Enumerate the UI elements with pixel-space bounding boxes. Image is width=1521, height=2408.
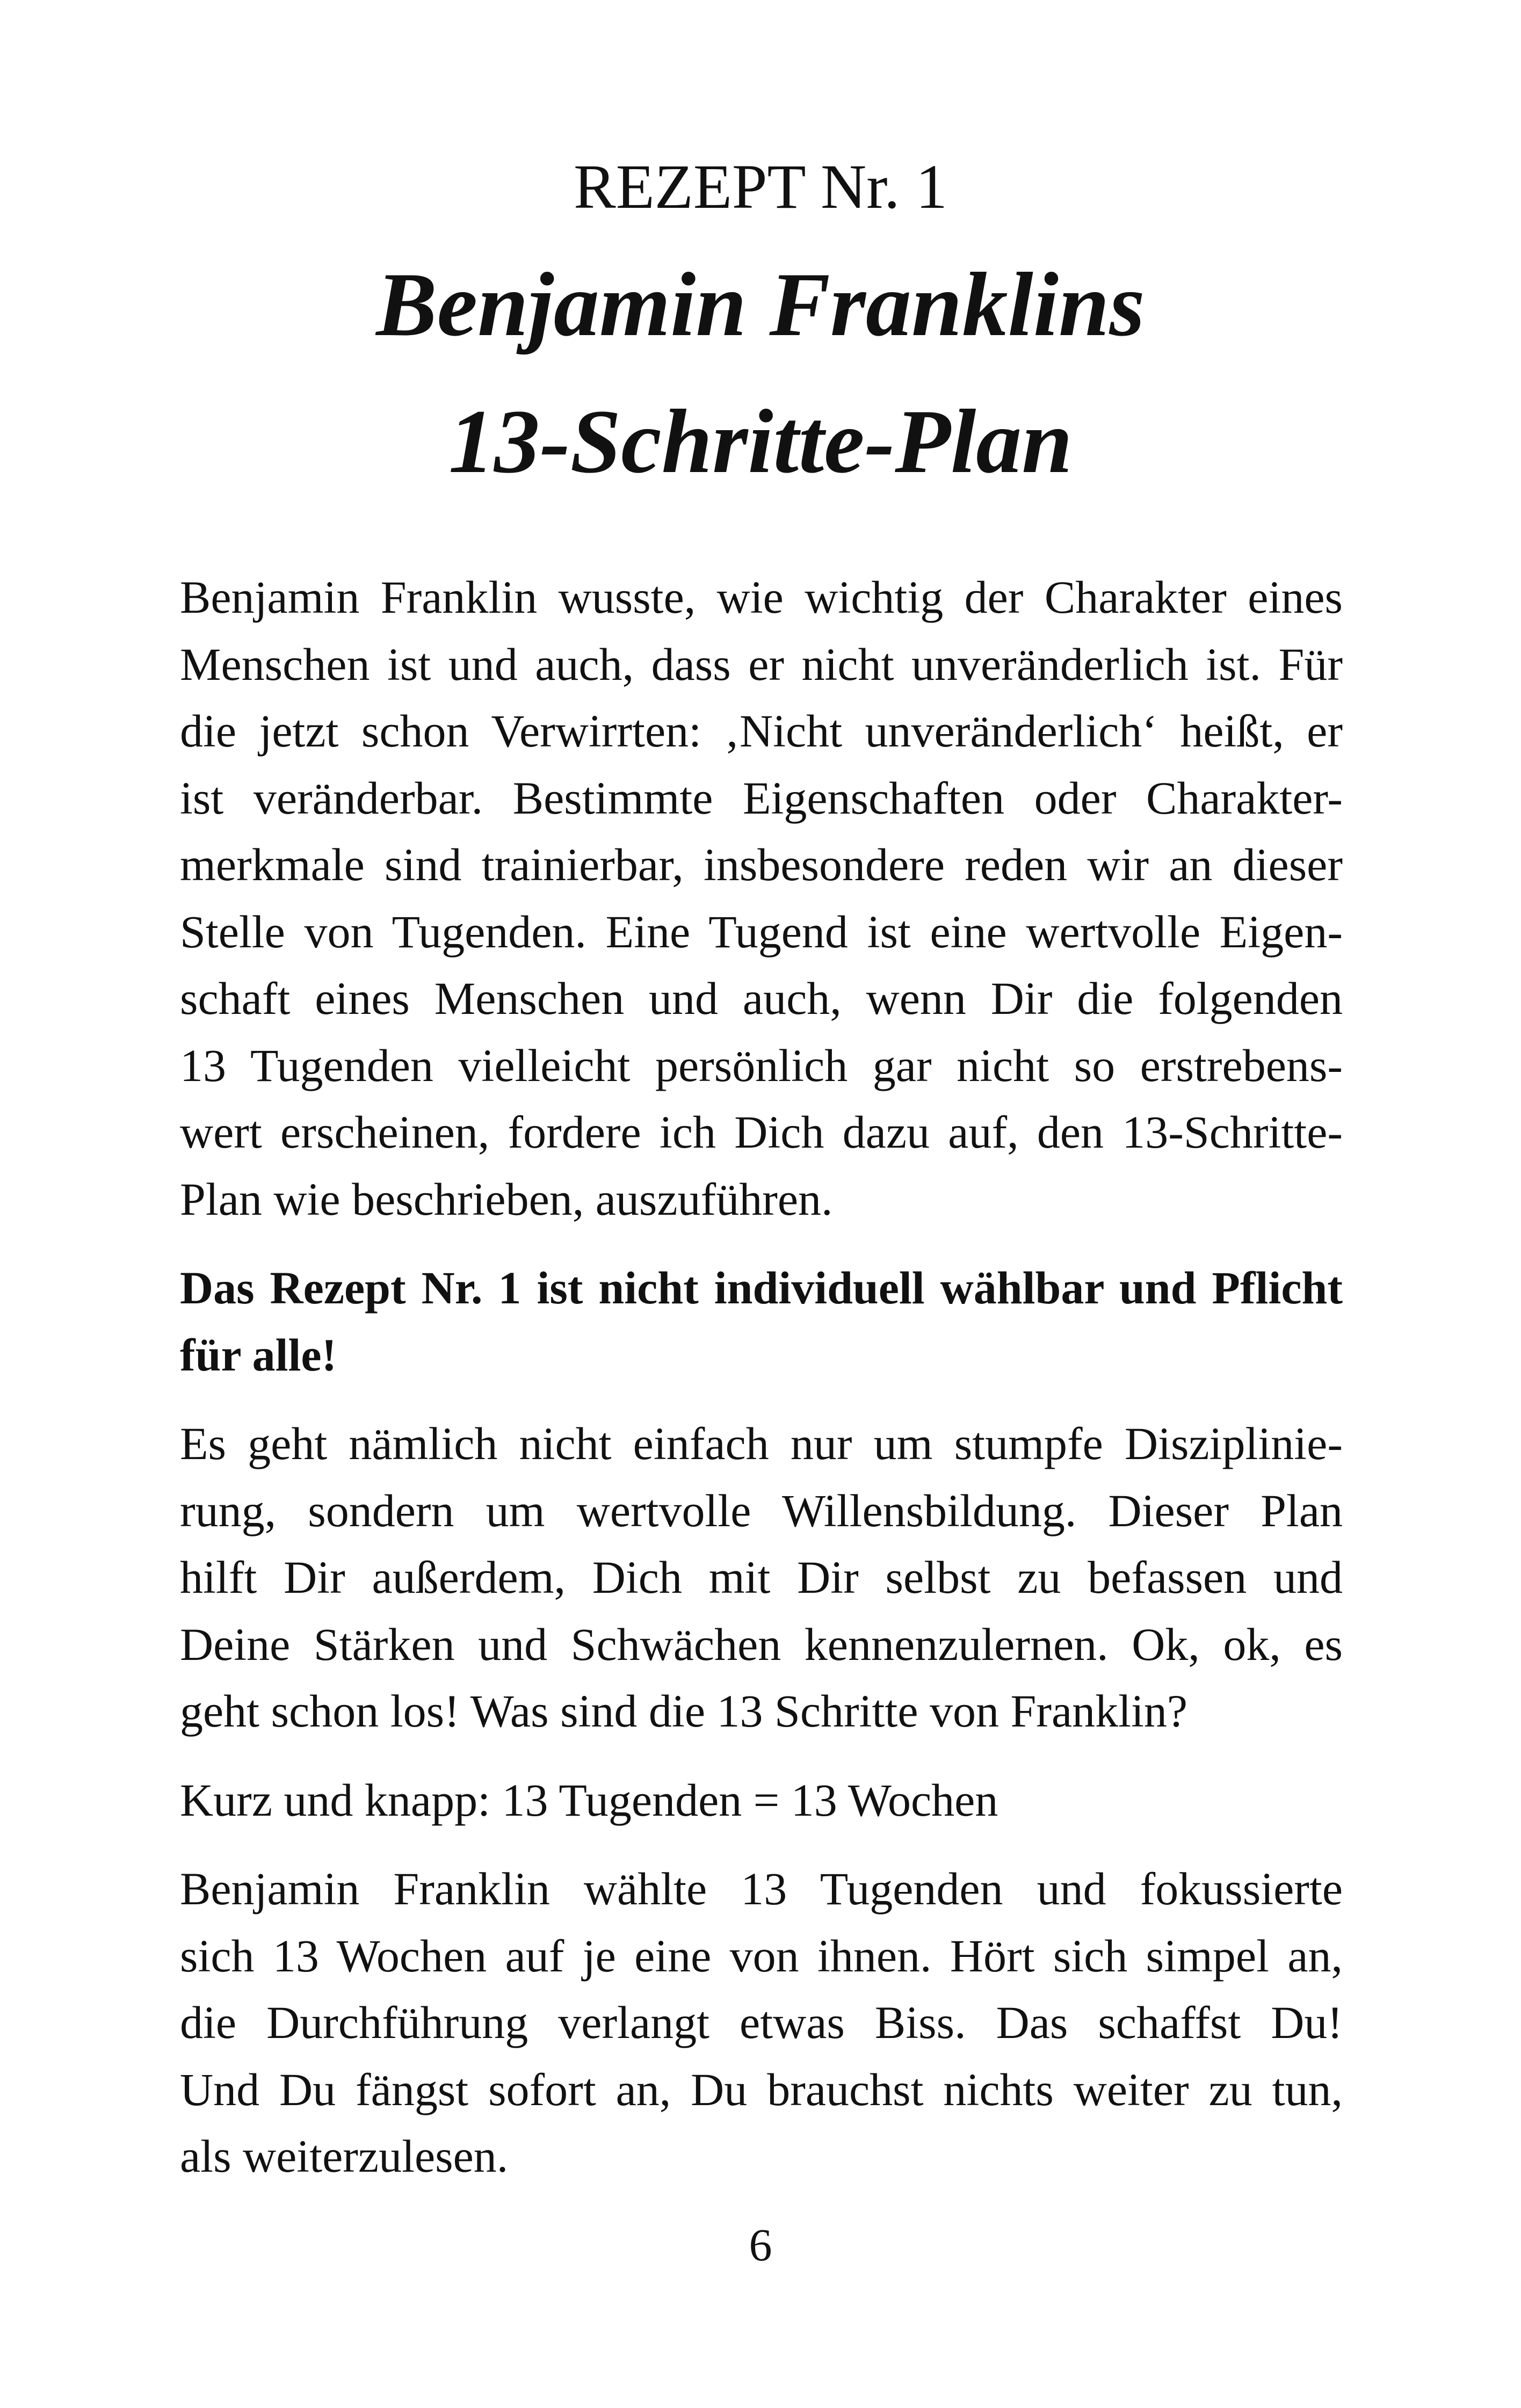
text-line: Plan wie beschrieben, auszuführen. [180,1173,833,1225]
recipe-kicker: REZEPT Nr. 1 [573,151,947,222]
text-line: ist veränderbar. Bestimmte Eigenschaften oder Charakter- [180,772,1343,824]
text-line: Menschen ist und auch, dass er nicht unveränderlich ist. Für [180,638,1343,690]
page-number: 6 [749,2219,772,2271]
text-line: sich 13 Wochen auf je eine von ihnen. Hört sich simpel an, [180,1930,1343,1982]
text-line: rung, sondern um wertvolle Willensbildung. Dieser Plan [180,1484,1343,1536]
paragraph-closing [180,1855,1343,2190]
chapter-title-line-2: 13-Schritte-Plan [448,391,1073,492]
text-line: für alle! [180,1329,337,1381]
text-line: Es geht nämlich nicht einfach nur um stumpfe Disziplinie- [180,1418,1343,1469]
text-line: Das Rezept Nr. 1 ist nicht individuell wählbar und Pflicht [180,1262,1343,1314]
text-line: als weiterzulesen. [180,2130,509,2182]
body-text [180,564,1343,2212]
text-line: Benjamin Franklin wusste, wie wichtig der Charakter eines [180,571,1343,623]
text-line: Benjamin Franklin wählte 13 Tugenden und fokussierte [180,1863,1343,1914]
text-line: Und Du fängst sofort an, Du brauchst nichts weiter zu tun, [180,2063,1343,2115]
text-line: merkmale sind trainierbar, insbesondere reden wir an dieser [180,839,1343,890]
text-line: geht schon los! Was sind die 13 Schritte von Franklin? [180,1685,1188,1737]
text-line: die Durchführung verlangt etwas Biss. Das schaffst Du! [180,1997,1343,2048]
paragraph-intro [180,564,1343,1232]
text-line: wert erscheinen, fordere ich Dich dazu auf, den 13-Schritte- [180,1106,1343,1158]
chapter-title [0,236,1521,510]
text-line: Stelle von Tugenden. Eine Tugend ist eine wertvolle Eigen- [180,905,1343,958]
text-line: 13 Tugenden vielleicht persönlich gar nicht so erstrebens- [180,1039,1343,1091]
text-line: die jetzt schon Verwirrten: ‚Nicht unveränderlich‘ heißt, er [180,705,1343,757]
text-line: Kurz und knapp: 13 Tugenden = 13 Wochen [180,1774,998,1826]
chapter-title-line-1: Benjamin Franklins [376,254,1145,355]
text-line: Deine Stärken und Schwächen kennenzulernen. Ok, ok, es [180,1618,1343,1670]
text-line: hilft Dir außerdem, Dich mit Dir selbst zu befassen und [180,1551,1343,1603]
text-line: schaft eines Menschen und auch, wenn Dir die folgenden [180,973,1343,1024]
paragraph-summary [180,1767,1343,1834]
paragraph-discipline [180,1410,1343,1745]
paragraph-emphasis [180,1254,1343,1388]
